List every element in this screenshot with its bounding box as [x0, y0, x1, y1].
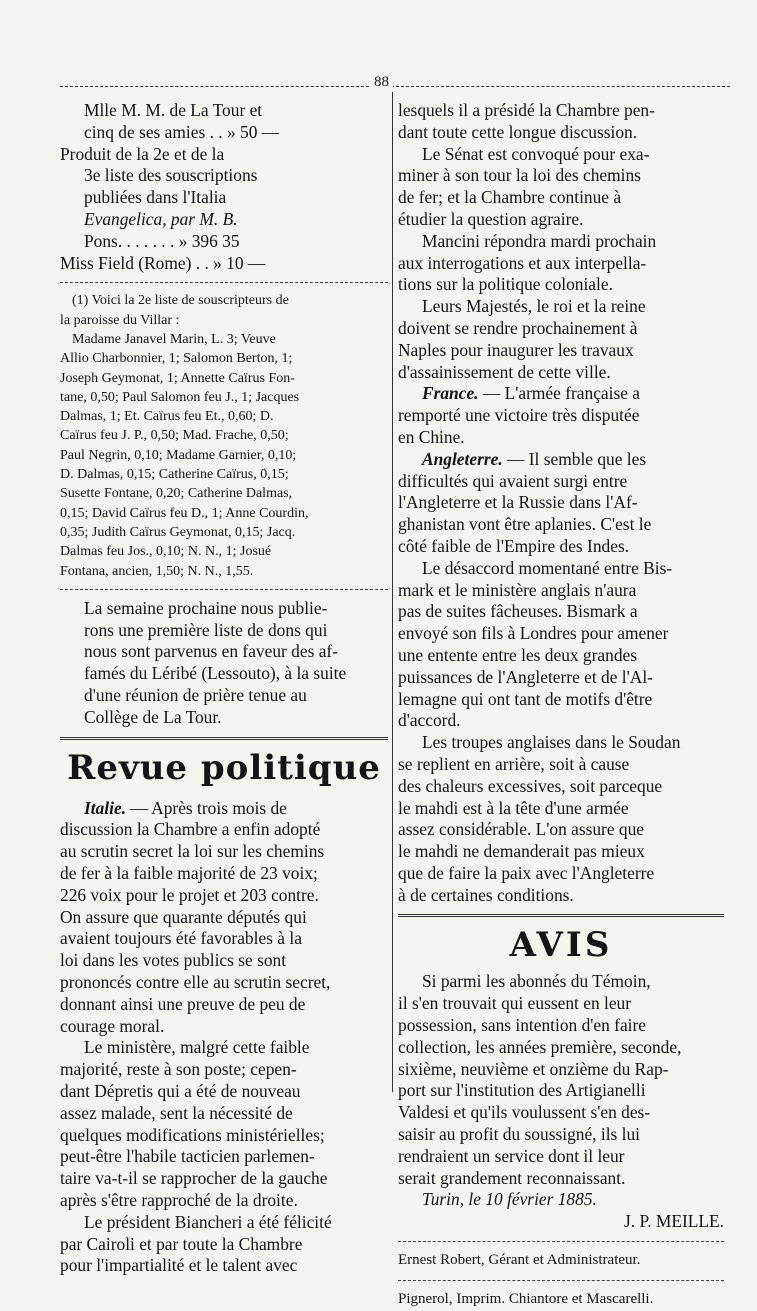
- announcement-line: nous sont parvenus en faveur des af-: [84, 641, 339, 662]
- footnote-line: Fontana, ancien, 1,50; N. N., 1,55.: [60, 563, 254, 579]
- article-line: dant Dépretis qui a été de nouveau: [60, 1080, 301, 1101]
- page-number: 88: [370, 74, 393, 91]
- footnote-line: tane, 0,50; Paul Salomon feu J., 1; Jacques: [60, 389, 300, 405]
- notice-line: saisir au profit du soussigné, ils lui: [398, 1124, 641, 1145]
- article-line: Les troupes anglaises dans le Soudan: [422, 732, 681, 753]
- double-rule: [398, 914, 724, 917]
- article-line: assez malade, sent la nécessité de: [60, 1102, 293, 1123]
- article-line: lemagne qui ont tant de motifs d'être: [398, 688, 653, 709]
- announcement-line: famés du Léribé (Lessouto), à la suite: [84, 663, 347, 684]
- article-line: majorité, reste à son poste; cepen-: [60, 1059, 297, 1080]
- article-line: avaient toujours été favorables à la: [60, 928, 302, 949]
- article-line: prononcés contre elle au scrutin secret,: [60, 971, 331, 992]
- double-rule: [60, 737, 388, 740]
- article-line: par Cairoli et par toute la Chambre: [60, 1233, 303, 1254]
- separator: [398, 1241, 724, 1242]
- article-line: loi dans les votes publics se sont: [60, 950, 287, 971]
- gerant-line: Ernest Robert, Gérant et Administrateur.: [398, 1252, 641, 1269]
- announcement-line: d'une réunion de prière tenue au: [84, 685, 307, 706]
- announcement-line: La semaine prochaine nous publie-: [84, 597, 328, 618]
- notice-line: rendraient un service dont il leur: [398, 1145, 625, 1166]
- article-line: On assure que quarante députés qui: [60, 906, 307, 927]
- article-line: à de certaines conditions.: [398, 884, 574, 905]
- subscription-line: Evangelica, par M. B.: [84, 208, 238, 229]
- country-label: France.: [422, 383, 479, 404]
- signature: J. P. MEILLE.: [624, 1211, 724, 1232]
- article-line: — Après trois mois de: [130, 797, 287, 818]
- article-line: donnant ainsi une preuve de peu de: [60, 993, 306, 1014]
- country-label: Italie.: [84, 797, 127, 818]
- separator: [398, 1280, 724, 1281]
- article-line: le mahdi ne demanderait pas mieux: [398, 841, 645, 862]
- article-line: 226 voix pour le projet et 203 contre.: [60, 884, 319, 905]
- top-rule: [60, 86, 730, 87]
- article-line: tions sur la politique coloniale.: [398, 274, 613, 295]
- footnote-line: Paul Negrin, 0,10; Madame Garnier, 0,10;: [60, 447, 297, 463]
- article-line: des chaleurs excessives, soit parceque: [398, 775, 663, 796]
- article-line: Leurs Majestés, le roi et la reine: [422, 296, 646, 317]
- footnote-line: 0,35; Judith Caïrus Geymonat, 0,15; Jacq.: [60, 524, 296, 540]
- imprint-line: Pignerol, Imprim. Chiantore et Mascarelli.: [398, 1290, 654, 1307]
- article-line: lesquels il a présidé la Chambre pen-: [398, 100, 655, 120]
- notice-line: Si parmi les abonnés du Témoin,: [422, 971, 651, 992]
- article-line: — L'armée française a: [482, 383, 641, 404]
- article-line: se replient en arrière, soit à cause: [398, 753, 630, 774]
- country-label: Angleterre.: [422, 448, 503, 469]
- article-line: en Chine.: [398, 426, 465, 447]
- article-line: quelques modifications ministérielles;: [60, 1124, 325, 1145]
- article-line: aux interrogations et aux interpella-: [398, 252, 647, 273]
- article-line: Le ministère, malgré cette faible: [84, 1037, 310, 1058]
- article-line: que de faire la paix avec l'Angleterre: [398, 862, 655, 883]
- article-line: au scrutin secret la loi sur les chemins: [60, 841, 325, 862]
- subscription-line: Mlle M. M. de La Tour et: [84, 100, 263, 120]
- article-line: de fer; et la Chambre continue à: [398, 187, 622, 208]
- france-article: [398, 383, 724, 448]
- footnote-line: D. Dalmas, 0,15; Catherine Caïrus, 0,15;: [60, 467, 289, 483]
- footnote-line: Dalmas feu Jos., 0,10; N. N., 1; Josué: [60, 544, 272, 560]
- article-line: puissances de l'Angleterre et de l'Al-: [398, 666, 653, 687]
- italie-continuation: [398, 100, 724, 383]
- article-line: Naples pour inaugurer les travaux: [398, 339, 634, 360]
- footnote-line: 0,15; David Caïrus feu D., 1; Anne Courdin,: [60, 505, 309, 521]
- article-line: l'Angleterre et la Russie dans l'Af-: [398, 492, 638, 513]
- separator: [60, 589, 388, 590]
- footnote-line: Dalmas, 1; Et. Caïrus feu Et., 0,60; D.: [60, 409, 274, 425]
- right-column: [398, 100, 724, 1311]
- column-divider: [392, 92, 393, 1092]
- announcement-line: rons une première liste de dons qui: [84, 619, 328, 640]
- subscription-line: Produit de la 2e et de la: [60, 143, 225, 164]
- subscription-line: cinq de ses amies . . » 50 —: [84, 121, 280, 142]
- avis-notice: [398, 971, 724, 1233]
- notice-line: possession, sans intention d'en faire: [398, 1015, 647, 1036]
- article-line: envoyé son fils à Londres pour amener: [398, 623, 669, 644]
- announcement-line: Collège de La Tour.: [84, 706, 222, 727]
- article-line: — Il semble que les: [507, 448, 647, 469]
- subscription-list: [60, 100, 388, 274]
- notice-line: sixième, neuvième et onzième du Rap-: [398, 1058, 669, 1079]
- notice-line: port sur l'institution des Artigianelli: [398, 1080, 646, 1101]
- article-line: d'accord.: [398, 710, 461, 731]
- left-column: [60, 100, 388, 1277]
- article-line: Le Sénat est convoqué pour exa-: [422, 143, 650, 164]
- footnote-line: Joseph Geymonat, 1; Annette Caïrus Fon-: [60, 370, 295, 386]
- article-line: après s'être rapproché de la droite.: [60, 1189, 298, 1210]
- section-heading: Revue politique: [67, 747, 381, 788]
- article-line: pas de suites fâcheuses. Bismark a: [398, 601, 638, 622]
- article-line: Le désaccord momentané entre Bis-: [422, 557, 673, 578]
- notice-line: Valdesi et qu'ils voulussent s'en des-: [398, 1102, 651, 1123]
- article-line: pour l'impartialité et le talent avec: [60, 1255, 298, 1276]
- dateline: Turin, le 10 février 1885.: [422, 1189, 597, 1210]
- article-line: ghanistan vont être aplanies. C'est le: [398, 514, 652, 535]
- notice-line: il s'en trouvait qui eussent en leur: [398, 993, 632, 1014]
- article-line: de fer à la faible majorité de 23 voix;: [60, 863, 318, 883]
- footnote-line: la paroisse du Villar :: [60, 312, 180, 328]
- subscription-line: Pons. . . . . . . » 396 35: [84, 230, 240, 251]
- subscription-line: Miss Field (Rome) . . » 10 —: [60, 252, 266, 273]
- article-line: étudier la question agraire.: [398, 208, 584, 229]
- notice-line: serait grandement reconnaissant.: [398, 1167, 626, 1188]
- footnote-line: Madame Janavel Marin, L. 3; Veuve: [72, 331, 276, 347]
- article-line: assez considérable. L'on assure que: [398, 819, 645, 840]
- article-line: le mahdi est à la tête d'une armée: [398, 797, 629, 818]
- article-line: côté faible de l'Empire des Indes.: [398, 535, 630, 556]
- article-line: d'assainissement de cette ville.: [398, 361, 611, 382]
- article-line: miner à son tour la loi des chemins: [398, 165, 641, 186]
- footnote-line: Susette Fontane, 0,20; Catherine Dalmas,: [60, 486, 293, 502]
- article-line: discussion la Chambre a enfin adopté: [60, 819, 321, 840]
- footnote-line: Caïrus feu J. P., 0,50; Mad. Frache, 0,50;: [60, 428, 289, 444]
- subscription-line: publiées dans l'Italia: [84, 187, 227, 208]
- notice-line: collection, les années première, seconde,: [398, 1036, 682, 1057]
- footnote: [60, 291, 388, 580]
- article-line: dant toute cette longue discussion.: [398, 121, 638, 142]
- angleterre-article: [398, 449, 724, 907]
- subscription-line: 3e liste des souscriptions: [84, 165, 258, 186]
- announcement: [60, 598, 388, 729]
- article-line: une entente entre les deux grandes: [398, 644, 638, 665]
- article-line: remporté une victoire très disputée: [398, 405, 640, 426]
- article-line: Mancini répondra mardi prochain: [422, 230, 657, 251]
- article-line: mark et le ministère anglais n'aura: [398, 579, 637, 600]
- article-line: Le président Biancheri a été félicité: [84, 1211, 332, 1232]
- avis-heading: AVIS: [509, 925, 613, 966]
- footnote-line: Allio Charbonnier, 1; Salomon Berton, 1;: [60, 351, 293, 367]
- article-line: courage moral.: [60, 1015, 165, 1036]
- footnote-line: (1) Voici la 2e liste de souscripteurs de: [72, 293, 289, 309]
- article-line: taire va-t-il se rapprocher de la gauche: [60, 1168, 328, 1189]
- article-line: doivent se rendre prochainement à: [398, 317, 638, 338]
- separator: [60, 282, 388, 283]
- italie-article: [60, 798, 388, 1278]
- article-line: difficultés qui avaient surgi entre: [398, 470, 628, 491]
- article-line: peut-être l'habile tacticien parlemen-: [60, 1146, 315, 1167]
